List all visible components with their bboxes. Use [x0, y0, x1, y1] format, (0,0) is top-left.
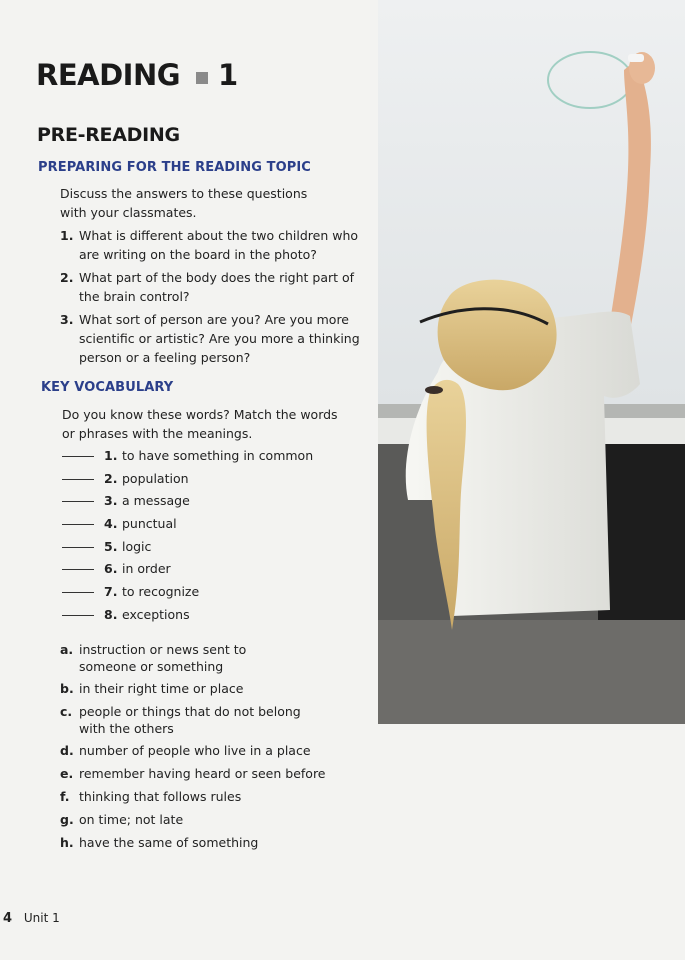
preparing-heading: PREPARING FOR THE READING TOPIC — [38, 160, 311, 175]
meaning-letter: d. — [60, 743, 74, 759]
meaning-text: number of people who live in a place — [79, 743, 311, 759]
meaning-text: have the same of something — [79, 834, 259, 850]
meaning-item — [60, 642, 360, 675]
unit-heading-text: READING — [36, 58, 181, 92]
meaning-letter: f. — [60, 788, 70, 804]
meaning-text: remember having heard or seen before — [79, 766, 326, 782]
unit-label: Unit 1 — [23, 911, 60, 925]
question-text: What sort of person are you? Are you more scientific or artistic? Are you more a thinking person or a feeling person? — [79, 312, 360, 365]
answer-blank[interactable] — [62, 479, 94, 480]
word-number: 3. — [104, 493, 118, 509]
word-number: 5. — [104, 538, 118, 554]
word-number: 8. — [104, 606, 118, 622]
photo-illustration — [378, 0, 685, 724]
section-title: PRE-READING — [37, 124, 180, 146]
word-text: logic — [122, 538, 152, 554]
word-number: 6. — [104, 561, 118, 577]
meaning-item — [60, 743, 360, 760]
answer-blank[interactable] — [62, 569, 94, 570]
vocabulary-word-item — [62, 471, 362, 494]
meaning-item — [60, 835, 360, 852]
meaning-letter: b. — [60, 681, 74, 697]
word-text: punctual — [122, 516, 177, 532]
vocabulary-word-item — [62, 584, 362, 607]
page-footer — [3, 911, 60, 926]
word-number: 2. — [104, 470, 118, 486]
question-number: 3. — [60, 312, 74, 327]
meaning-item — [60, 766, 360, 783]
vocabulary-word-item — [62, 561, 362, 584]
meaning-text: in their right time or place — [79, 681, 244, 697]
vocabulary-word-item — [62, 516, 362, 539]
meaning-item — [60, 704, 360, 737]
question-number: 1. — [60, 228, 74, 243]
answer-blank[interactable] — [62, 547, 94, 548]
word-text: to have something in common — [122, 448, 314, 463]
word-text: exceptions — [122, 606, 190, 622]
page-number: 4 — [3, 911, 13, 926]
meaning-letter: g. — [60, 811, 74, 827]
vocabulary-word-list — [62, 448, 362, 630]
meaning-letter: a. — [60, 642, 74, 657]
vocabulary-instructions: Do you know these words? Match the words or phrases with the meanings. — [62, 407, 338, 441]
answer-blank[interactable] — [62, 524, 94, 525]
photo-girl-writing-on-board — [378, 0, 685, 724]
vocabulary-word-item — [62, 493, 362, 516]
word-text: in order — [122, 561, 171, 577]
meaning-item — [60, 789, 360, 806]
meaning-letter: e. — [60, 766, 74, 782]
word-text: to recognize — [122, 584, 200, 600]
word-number: 1. — [104, 448, 118, 463]
question-item — [60, 268, 365, 306]
unit-number: 1 — [218, 58, 238, 92]
question-list — [60, 226, 365, 371]
meaning-text: thinking that follows rules — [79, 788, 242, 804]
word-number: 7. — [104, 584, 118, 600]
answer-blank[interactable] — [62, 592, 94, 593]
meaning-letter: h. — [60, 834, 74, 850]
vocabulary-word-item — [62, 448, 362, 471]
meaning-text: people or things that do not belong with the others — [79, 704, 301, 736]
meaning-letter: c. — [60, 704, 73, 720]
meaning-item — [60, 681, 360, 698]
question-text: What part of the body does the right part of the brain control? — [79, 270, 355, 304]
question-item — [60, 226, 365, 264]
meaning-text: on time; not late — [79, 811, 184, 827]
meaning-list — [60, 642, 360, 857]
answer-blank[interactable] — [62, 501, 94, 502]
word-number: 4. — [104, 516, 118, 532]
meaning-text: instruction or news sent to someone or something — [79, 642, 247, 674]
unit-heading — [36, 58, 238, 92]
word-text: population — [122, 470, 189, 486]
preparing-instructions: Discuss the answers to these questions with your classmates. — [60, 186, 308, 220]
vocabulary-heading: KEY VOCABULARY — [41, 380, 174, 395]
square-bullet-icon — [196, 72, 208, 84]
question-text: What is different about the two children who are writing on the board in the photo? — [79, 228, 359, 262]
meaning-item — [60, 812, 360, 829]
answer-blank[interactable] — [62, 615, 94, 616]
vocabulary-word-item — [62, 539, 362, 562]
vocabulary-word-item — [62, 607, 362, 630]
word-text: a message — [122, 493, 190, 509]
question-number: 2. — [60, 270, 74, 285]
question-item — [60, 310, 365, 367]
answer-blank[interactable] — [62, 456, 94, 457]
